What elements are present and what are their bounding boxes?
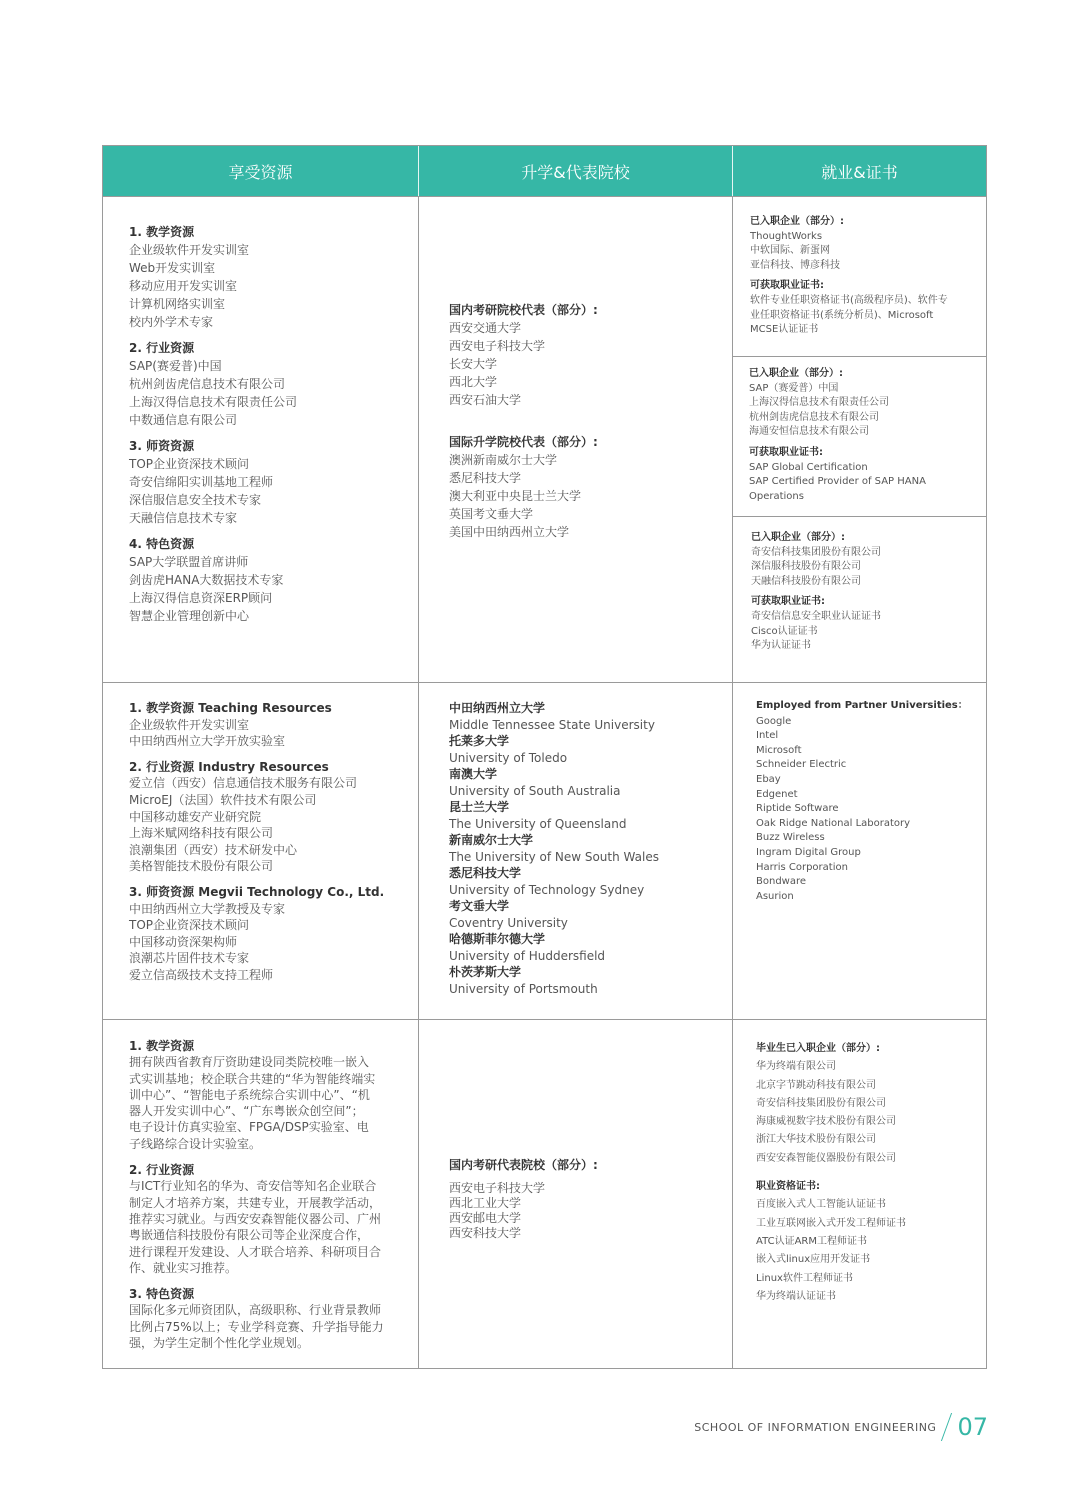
list-item: ATC认证ARM工程师证书 [756,1235,867,1247]
school-name-en: University of Toledo [449,750,568,765]
list-item: 海康威视数字技术股份有限公司 [756,1116,896,1128]
resources-list [129,700,384,984]
resources-cell-2 [103,683,418,1019]
list-item: MicroEJ（法国）软件技术有限公司 [129,792,317,807]
list-item: Google [756,715,792,727]
school-name-cn: 中田纳西州立大学 [449,701,546,715]
list-item: 西安电子科技大学 [449,1181,546,1195]
list-item: 华为终端认证证书 [756,1290,836,1302]
list-item: 奇安信科技集团股份有限公司 [751,546,881,558]
list-item: SAP Certified Provider of SAP HANA [749,476,926,488]
list-item: 国际化多元师资团队，高级职称、行业背景教师 [129,1303,382,1318]
list-item: 西安安森智能仪器股份有限公司 [756,1152,896,1164]
header-schools: 升学&代表院校 [418,146,732,196]
list-item: 上海汉得信息技术有限责任公司 [129,395,298,409]
list-item: SAP Global Certification [749,461,868,473]
school-name-en: University of Technology Sydney [449,882,645,897]
list-item: 移动应用开发实训室 [129,279,238,293]
list-item: 华为终端有限公司 [756,1061,836,1073]
section-group [129,1038,404,1152]
list-item: 电子设计仿真实验室、FPGA/DSP实验室、电 [129,1120,369,1135]
table-header [103,146,986,196]
list-item: 奇安信信息安全职业认证证书 [751,610,881,622]
jobs-block-3 [733,516,986,681]
list-item: 粤嵌通信科技股份有限公司等企业深度合作， [129,1228,370,1243]
list-item: Asurion [756,890,794,902]
list-item: 业任职资格证书(系统分析员)、Microsoft [750,309,934,321]
list-item: 与ICT行业知名的华为、奇安信等知名企业联合 [129,1179,377,1194]
list-item: 深信服信息安全技术专家 [129,493,262,507]
list-item: 拥有陕西省教育厅资助建设同类院校唯一嵌入 [129,1055,370,1070]
school-name-en: The University of New South Wales [449,849,659,864]
section-title: 2. 行业资源 [129,1163,195,1178]
list-item: 澳洲新南威尔士大学 [449,453,558,467]
job-group [751,531,881,589]
job-group [749,446,926,504]
list-item: 作、就业实习推荐。 [129,1260,238,1275]
section-title: 1. 教学资源 Teaching Resources [129,701,332,715]
list-item: Riptide Software [756,803,839,815]
list-item: 天融信科技股份有限公司 [751,575,861,587]
section-title: 国际升学院校代表（部分）: [449,435,598,449]
list-item: 长安大学 [449,357,498,371]
jobs-block-1 [733,197,986,356]
school-name-en: Middle Tennessee State University [449,717,655,732]
list-item: 爱立信高级技术支持工程师 [129,967,274,982]
job-group [751,595,881,653]
list-item: 西北大学 [449,375,498,389]
list-item: MCSE认证证书 [750,324,819,336]
list-item: 智慧企业管理创新中心 [129,609,250,623]
jobs-list [756,1040,906,1306]
section-group [129,1286,404,1351]
list-item: 奇安信科技集团股份有限公司 [756,1097,886,1109]
school-name-en: University of South Australia [449,783,621,798]
list-item: 华为认证证书 [751,640,811,652]
program-table [102,145,987,1369]
list-item: Ebay [756,773,781,785]
group-title: 已入职企业（部分）: [750,216,844,227]
job-group [750,279,948,337]
list-item: Edgenet [756,788,798,800]
list-item: 企业级软件开发实训室 [129,717,250,732]
list-item: SAP（赛爱普）中国 [749,382,839,394]
school-name-cn: 哈德斯菲尔德大学 [449,932,546,946]
list-item: 器人开发实训中心”、“广东粤嵌众创空间”； [129,1104,364,1119]
list-item: 杭州剑齿虎信息技术有限公司 [749,411,879,423]
list-item: 中软国际、新蛋网 [750,245,830,257]
list-item: 上海汉得信息资深ERP顾问 [129,591,273,605]
list-item: 中国移动资深架构师 [129,934,238,949]
resources-list [129,223,297,625]
header-jobs: 就业&证书 [732,146,986,196]
section-group [129,1162,404,1276]
job-group [756,1040,906,1168]
list-item: TOP企业资深技术顾问 [129,457,250,471]
section-title: 2. 行业资源 Industry Resources [129,759,329,774]
list-item: 西北工业大学 [449,1196,522,1210]
section-title: 国内考研院校代表（部分）: [449,303,598,317]
list-item: 西安邮电大学 [449,1211,522,1225]
school-name: SCHOOL OF INFORMATION ENGINEERING [694,1420,937,1434]
section-group [129,437,297,527]
list-item: 西安电子科技大学 [449,339,546,353]
section-group [449,433,598,541]
section-group [129,223,297,331]
section-title: 1. 教学资源 [129,1039,195,1053]
list-item: Cisco认证证书 [751,625,818,637]
list-item: 亚信科技、博彦科技 [750,259,840,271]
jobs-list [756,699,968,904]
school-name-cn: 南澳大学 [449,767,498,781]
schools-cell-2 [418,683,732,1019]
table-row-1 [103,196,986,682]
jobs-cell-1 [732,197,986,682]
list-item: 式实训基地；校企联合共建的“华为智能终端实 [129,1071,376,1086]
table-row-3 [103,1019,986,1368]
list-item: Web开发实训室 [129,261,216,275]
list-item: 西安科技大学 [449,1226,522,1240]
divider-slash [941,1413,952,1441]
list-item: 爱立信（西安）信息通信技术服务有限公司 [129,776,358,791]
section-group [129,759,384,875]
group-title: 可获取职业证书: [749,446,823,458]
list-item: 计算机网络实训室 [129,297,226,311]
list-item: 奇安信绵阳实训基地工程师 [129,475,274,489]
group-title: 可获取职业证书: [751,596,825,608]
list-item: 推荐实习就业。与西安安森智能仪器公司、广州 [129,1211,382,1226]
page-footer [694,1413,988,1441]
schools-cell-1 [418,197,732,682]
list-item: 企业级软件开发实训室 [129,243,250,257]
section-title: 1. 教学资源 [129,225,195,239]
list-item: 悉尼科技大学 [449,471,522,485]
list-item: 澳大利亚中央昆士兰大学 [449,489,582,503]
list-item: 中田纳西州立大学开放实验室 [129,734,286,749]
section-group [129,535,297,625]
list-item: 北京字节跳动科技有限公司 [756,1079,876,1091]
list-item: 浪潮集团（西安）技术研发中心 [129,842,298,857]
list-item: Oak Ridge National Laboratory [756,817,911,829]
list-item: ThoughtWorks [750,230,823,242]
table-row-2 [103,682,986,1019]
list-item: 西安交通大学 [449,321,522,335]
list-item: 海通安恒信息技术有限公司 [749,426,869,438]
job-group [756,1178,906,1306]
list-item: SAP大学联盟首席讲师 [129,555,249,569]
section-group [129,884,384,984]
list-item: SAP(赛爱普)中国 [129,359,222,373]
group-title: 已入职企业（部分）: [751,532,845,543]
group-title: Employed from Partner Universities： [756,700,968,711]
header-resources: 享受资源 [228,162,293,182]
list-item: 深信服科技股份有限公司 [751,561,861,573]
list-item: Microsoft [756,744,802,756]
resources-cell-1 [103,197,418,682]
list-item: 子线路综合设计实验室。 [129,1136,262,1151]
page-number: 07 [957,1413,988,1441]
list-item: Harris Corporation [756,861,848,873]
schools-list [449,301,598,541]
list-item: Intel [756,730,779,742]
jobs-block-2 [733,356,986,516]
school-name-en: University of Portsmouth [449,981,598,996]
school-name-cn: 朴茨茅斯大学 [449,965,522,979]
list-item: 强，为学生定制个性化学业规划。 [129,1336,310,1351]
list-item: 浙江大华技术股份有限公司 [756,1134,876,1146]
list-item: 校内外学术专家 [129,315,214,329]
resources-cell-3 [103,1020,418,1368]
school-name-en: The University of Queensland [449,816,627,831]
group-title: 毕业生已入职企业（部分）: [756,1043,880,1054]
list-item: 上海米赋网络科技有限公司 [129,826,274,841]
section-title: 3. 师资资源 [129,439,195,453]
section-title: 2. 行业资源 [129,341,195,355]
section-title: 4. 特色资源 [129,537,195,551]
job-group [750,215,948,273]
school-name-cn: 昆士兰大学 [449,800,510,814]
section-group [129,700,384,750]
list-item: 浪潮芯片固件技术专家 [129,951,250,966]
list-item: 进行课程开发建设、人才联合培养、科研项目合 [129,1244,382,1259]
list-item: 天融信信息技术专家 [129,511,238,525]
list-item: 嵌入式linux应用开发证书 [756,1254,871,1266]
school-name-en: Coventry University [449,915,568,930]
job-group [749,367,926,440]
list-item: 工业互联网嵌入式开发工程师证书 [756,1217,906,1229]
group-title: 可获取职业证书: [750,280,824,292]
list-item: 中田纳西州立大学教授及专家 [129,901,286,916]
section-title: 3. 特色资源 [129,1287,195,1302]
section-group [449,301,598,409]
list-item: 训中心”、“智能电子系统综合实训中心”、“机 [129,1087,370,1102]
list-item: 中数通信息有限公司 [129,413,238,427]
group-title: 已入职企业（部分）: [749,368,843,379]
schools-list [449,700,659,997]
section-group [129,339,297,429]
school-name-cn: 托莱多大学 [449,734,510,748]
list-item: 软件专业任职资格证书(高级程序员)、软件专 [750,294,948,306]
list-item: TOP企业资深技术顾问 [129,918,250,933]
schools-cell-3 [418,1020,732,1368]
list-item: 英国考文垂大学 [449,507,534,521]
group-title: 职业资格证书: [756,1181,820,1193]
school-name-cn: 悉尼科技大学 [449,866,522,880]
list-item: 制定人才培养方案，共建专业，开展教学活动， [129,1195,382,1210]
list-item: 美国中田纳西州立大学 [449,525,570,539]
jobs-cell-2 [732,683,986,1019]
schools-list [449,1158,598,1241]
list-item: Ingram Digital Group [756,846,861,858]
school-name-en: University of Huddersfield [449,948,606,963]
list-item: 西安石油大学 [449,393,522,407]
list-item: Linux软件工程师证书 [756,1272,853,1284]
list-item: 剑齿虎HANA大数据技术专家 [129,573,284,587]
school-name-cn: 新南威尔士大学 [449,833,534,847]
list-item: 中国移动雄安产业研究院 [129,809,262,824]
list-item: Bondware [756,876,807,888]
list-item: 美格智能技术股份有限公司 [129,859,274,874]
jobs-cell-3 [732,1020,986,1368]
resources-list [129,1038,404,1351]
school-name-cn: 考文垂大学 [449,899,510,913]
list-item: 百度嵌入式人工智能认证证书 [756,1199,886,1211]
section-title: 国内考研代表院校（部分）: [449,1158,598,1172]
list-item: 上海汉得信息技术有限责任公司 [749,397,889,409]
list-item: 杭州剑齿虎信息技术有限公司 [129,377,286,391]
list-item: 比例占75%以上；专业学科竞赛、升学指导能力 [129,1319,384,1334]
list-item: Operations [749,490,804,502]
list-item: Buzz Wireless [756,832,825,844]
section-title: 3. 师资资源 Megvii Technology Co., Ltd. [129,884,385,899]
list-item: Schneider Electric [756,759,847,771]
